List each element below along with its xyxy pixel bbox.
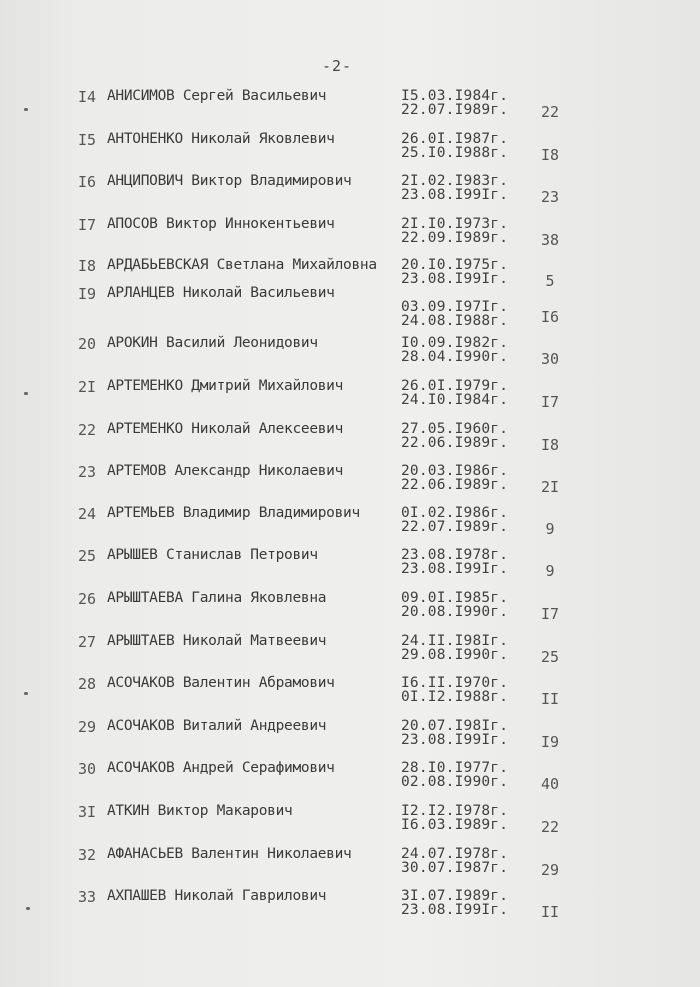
person-name: АНИСИМОВ Сергей Васильевич: [107, 88, 327, 104]
end-date: I6.03.I989г.: [401, 817, 509, 833]
person-name: АХПАШЕВ Николай Гаврилович: [107, 888, 327, 904]
end-date: 24.I0.I984г.: [401, 392, 509, 408]
list-item: [0, 760, 700, 802]
service-term: I8: [540, 436, 560, 454]
list-item: [0, 335, 700, 377]
list-item: [0, 285, 700, 327]
end-date: 23.08.I99Iг.: [401, 902, 509, 918]
list-item: [0, 675, 700, 717]
list-item: [0, 590, 700, 632]
person-name: АПОСОВ Виктор Иннокентьевич: [107, 216, 335, 232]
start-date: 2I.02.I983г.: [401, 173, 509, 189]
person-name: АФАНАСЬЕВ Валентин Николаевич: [107, 846, 352, 862]
end-date: 0I.I2.I988г.: [401, 689, 509, 705]
entry-number: 32: [77, 846, 96, 864]
person-name: АСОЧАКОВ Виталий Андреевич: [107, 718, 327, 734]
service-term: 30: [540, 350, 560, 368]
end-date: 24.08.I988г.: [401, 313, 509, 329]
person-name: АРЫШТАЕВ Николай Матвеевич: [107, 633, 327, 649]
entry-number: 33: [77, 888, 96, 906]
service-term: II: [540, 690, 560, 708]
entry-number: 26: [77, 590, 96, 608]
person-name: АРТЕМОВ Александр Николаевич: [107, 463, 344, 479]
service-term: 23: [540, 188, 560, 206]
service-term: I7: [540, 393, 560, 411]
end-date: 22.09.I989г.: [401, 230, 509, 246]
start-date: 24.07.I978г.: [401, 846, 509, 862]
start-date: 27.05.I960г.: [401, 421, 509, 437]
list-item: [0, 547, 700, 589]
person-name: АНЦИПОВИЧ Виктор Владимирович: [107, 173, 352, 189]
service-term: 9: [545, 520, 555, 538]
entry-number: 30: [77, 760, 96, 778]
entry-number: I9: [77, 285, 96, 303]
end-date: 23.08.I99Iг.: [401, 732, 509, 748]
end-date: 02.08.I990г.: [401, 774, 509, 790]
start-date: 03.09.I97Iг.: [401, 299, 509, 315]
person-name: АРЫШТАЕВА Галина Яковлевна: [107, 590, 327, 606]
service-term: I6: [540, 308, 560, 326]
end-date: 28.04.I990г.: [401, 349, 509, 365]
person-name: АСОЧАКОВ Валентин Абрамович: [107, 675, 335, 691]
list-item: [0, 888, 700, 930]
person-name: АРЫШЕВ Станислав Петрович: [107, 547, 318, 563]
end-date: 20.08.I990г.: [401, 604, 509, 620]
person-name: АТКИН Виктор Макарович: [107, 803, 293, 819]
start-date: I6.II.I970г.: [401, 675, 509, 691]
start-date: 0I.02.I986г.: [401, 505, 509, 521]
list-item: [0, 463, 700, 505]
service-term: 38: [540, 231, 560, 249]
end-date: 23.08.I99Iг.: [401, 561, 509, 577]
start-date: 26.0I.I987г.: [401, 131, 509, 147]
service-term: II: [540, 903, 560, 921]
end-date: 22.06.I989г.: [401, 477, 509, 493]
list-item: [0, 846, 700, 888]
service-term: 9: [545, 562, 555, 580]
service-term: 40: [540, 775, 560, 793]
service-term: 22: [540, 103, 560, 121]
person-name: АРТЕМЕНКО Николай Алексеевич: [107, 421, 344, 437]
end-date: 30.07.I987г.: [401, 860, 509, 876]
person-name: АРОКИН Василий Леонидович: [107, 335, 318, 351]
service-term: 25: [540, 648, 560, 666]
entry-number: 27: [77, 633, 96, 651]
start-date: 24.II.I98Iг.: [401, 633, 509, 649]
entry-number: 28: [77, 675, 96, 693]
entry-number: 2I: [77, 378, 96, 396]
list-item: [0, 378, 700, 420]
start-date: I5.03.I984г.: [401, 88, 509, 104]
start-date: 20.07.I98Iг.: [401, 718, 509, 734]
entry-number: 3I: [77, 803, 96, 821]
entry-number: 25: [77, 547, 96, 565]
start-date: 3I.07.I989г.: [401, 888, 509, 904]
entry-number: 20: [77, 335, 96, 353]
end-date: 29.08.I990г.: [401, 647, 509, 663]
list-item: [0, 216, 700, 258]
service-term: I8: [540, 146, 560, 164]
entry-number: I8: [77, 257, 96, 275]
entry-number: I6: [77, 173, 96, 191]
end-date: 23.08.I99Iг.: [401, 187, 509, 203]
entry-number: 29: [77, 718, 96, 736]
entry-number: 22: [77, 421, 96, 439]
list-item: [0, 633, 700, 675]
entry-number: 23: [77, 463, 96, 481]
list-item: [0, 505, 700, 547]
start-date: I2.I2.I978г.: [401, 803, 509, 819]
start-date: 23.08.I978г.: [401, 547, 509, 563]
service-term: 2I: [540, 478, 560, 496]
start-date: 20.03.I986г.: [401, 463, 509, 479]
person-name: АСОЧАКОВ Андрей Серафимович: [107, 760, 335, 776]
service-term: 5: [545, 272, 555, 290]
person-name: АРЛАНЦЕВ Николай Васильевич: [107, 285, 335, 301]
end-date: 22.06.I989г.: [401, 435, 509, 451]
end-date: 22.07.I989г.: [401, 519, 509, 535]
entry-number: I5: [77, 131, 96, 149]
start-date: 09.0I.I985г.: [401, 590, 509, 606]
start-date: I0.09.I982г.: [401, 335, 509, 351]
list-item: [0, 718, 700, 760]
end-date: 25.I0.I988г.: [401, 145, 509, 161]
entry-number: I4: [77, 88, 96, 106]
end-date: 22.07.I989г.: [401, 102, 509, 118]
service-term: I9: [540, 733, 560, 751]
list-item: [0, 803, 700, 845]
person-name: АРДАБЬЕВСКАЯ Светлана Михайловна: [107, 257, 377, 273]
list-item: [0, 131, 700, 173]
entry-number: I7: [77, 216, 96, 234]
list-item: [0, 173, 700, 215]
service-term: 22: [540, 818, 560, 836]
list-item: [0, 421, 700, 463]
list-item: [0, 88, 700, 130]
service-term: 29: [540, 861, 560, 879]
person-name: АНТОНЕНКО Николай Яковлевич: [107, 131, 335, 147]
entry-number: 24: [77, 505, 96, 523]
start-date: 20.I0.I975г.: [401, 257, 509, 273]
page-number: -2-: [322, 57, 353, 75]
start-date: 28.I0.I977г.: [401, 760, 509, 776]
end-date: 23.08.I99Iг.: [401, 271, 509, 287]
start-date: 26.0I.I979г.: [401, 378, 509, 394]
person-name: АРТЕМЬЕВ Владимир Владимирович: [107, 505, 360, 521]
person-name: АРТЕМЕНКО Дмитрий Михайлович: [107, 378, 344, 394]
service-term: I7: [540, 605, 560, 623]
start-date: 2I.I0.I973г.: [401, 216, 509, 232]
